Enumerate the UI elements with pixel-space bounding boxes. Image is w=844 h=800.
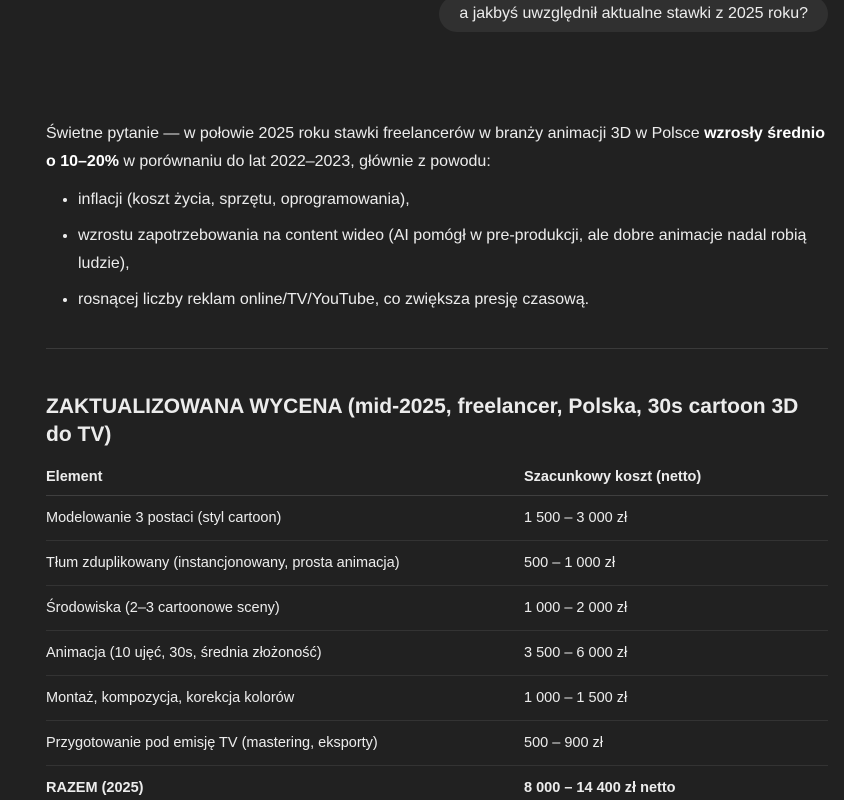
intro-bold-text: wzrosły średnio o 10–20%: [46, 125, 825, 170]
row-cost: 500 – 1 000 zł: [524, 541, 828, 586]
reasons-list: [46, 186, 828, 314]
total-label: RAZEM (2025): [46, 780, 144, 796]
assistant-answer: [46, 120, 828, 800]
reason-item: • rosnącej liczby reklam online/TV/YouTube, co zwiększa presję czasową.: [78, 286, 828, 314]
table-total-row: [46, 766, 828, 800]
row-element: Modelowanie 3 postaci (styl cartoon): [46, 496, 524, 541]
header-cost: Szacunkowy koszt (netto): [524, 459, 828, 496]
user-message-text: a jakbyś uwzględnił aktualne stawki z 2025 roku?: [459, 5, 808, 22]
table-row: [46, 586, 828, 631]
table-row: [46, 541, 828, 586]
row-element: Przygotowanie pod emisję TV (mastering, eksporty): [46, 721, 524, 766]
intro-text-end: w porównaniu do lat 2022–2023, głównie z powodu:: [118, 153, 491, 170]
pricing-table: [46, 459, 828, 800]
row-element: Montaż, kompozycja, korekcja kolorów: [46, 676, 524, 721]
answer-intro: [46, 120, 828, 176]
header-element: Element: [46, 459, 524, 496]
row-cost: 1 000 – 1 500 zł: [524, 676, 828, 721]
intro-text-start: Świetne pytanie — w połowie 2025 roku stawki freelancerów w branży animacji 3D w Polsce: [46, 125, 705, 142]
table-header-row: [46, 459, 828, 496]
row-cost: 500 – 900 zł: [524, 721, 828, 766]
total-cost: 8 000 – 14 400 zł netto: [524, 780, 676, 796]
reason-item: • wzrostu zapotrzebowania na content wideo (AI pomógł w pre-produkcji, ale dobre animacje nadal robią ludzie),: [78, 222, 828, 278]
table-row: [46, 676, 828, 721]
row-cost: 3 500 – 6 000 zł: [524, 631, 828, 676]
table-row: [46, 496, 828, 541]
section-title: ZAKTUALIZOWANA WYCENA (mid-2025, freelancer, Polska, 30s cartoon 3D do TV): [46, 395, 799, 446]
row-element: Tłum zduplikowany (instancjonowany, prosta animacja): [46, 541, 524, 586]
reason-item: • inflacji (koszt życia, sprzętu, oprogramowania),: [78, 186, 828, 214]
row-cost: 1 500 – 3 000 zł: [524, 496, 828, 541]
user-message-bubble: [439, 0, 828, 32]
row-cost: 1 000 – 2 000 zł: [524, 586, 828, 631]
section-divider: [46, 348, 828, 349]
table-row: [46, 631, 828, 676]
row-element: Środowiska (2–3 cartoonowe sceny): [46, 586, 524, 631]
row-element: Animacja (10 ujęć, 30s, średnia złożoność): [46, 631, 524, 676]
table-row: [46, 721, 828, 766]
